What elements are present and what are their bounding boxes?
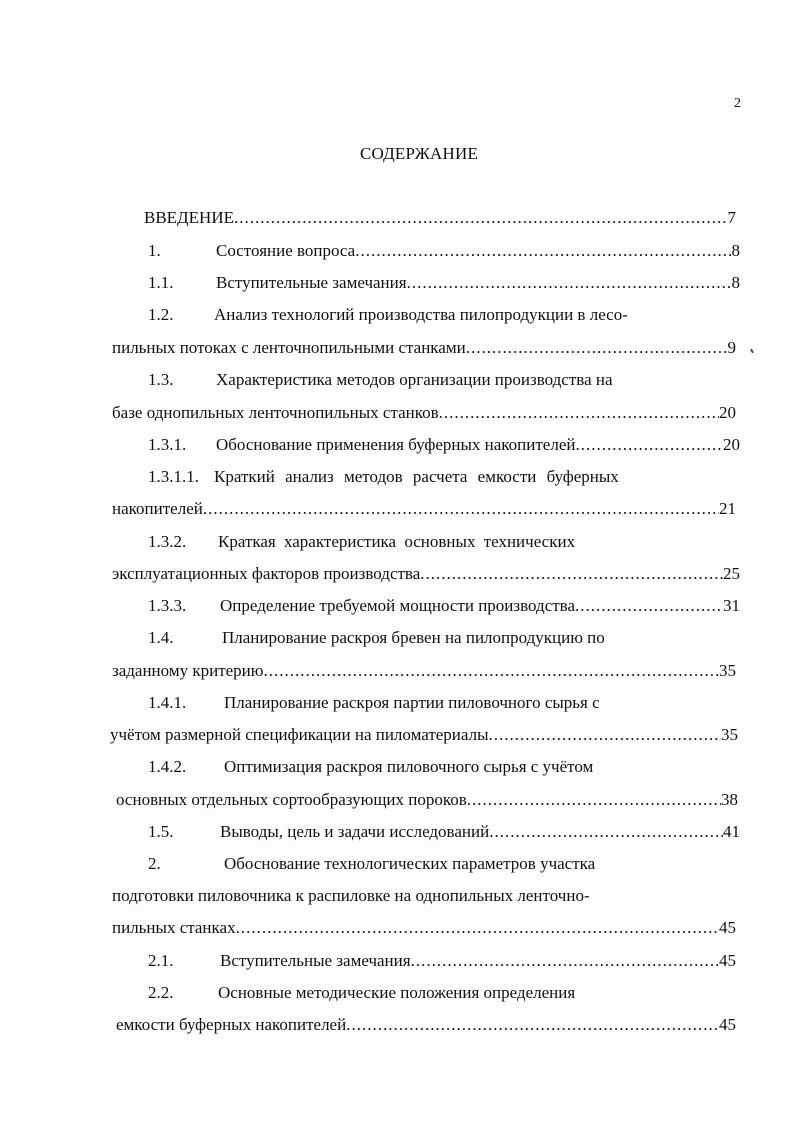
toc-entry-text: Планирование раскроя партии пиловочного сырья с [224, 693, 600, 712]
toc-entry-text: Анализ технологий производства пилопродукции в лесо- [214, 305, 628, 324]
toc-leader-dots [411, 951, 719, 971]
toc-entry-1-3-1 [148, 435, 740, 455]
toc-entry-2-1 [148, 951, 740, 971]
toc-leader-dots [234, 208, 728, 228]
toc-leader-dots [355, 241, 731, 261]
toc-entry-text: эксплуатационных факторов производства [112, 564, 421, 583]
toc-leader-dots [420, 564, 723, 584]
toc-entry-text: учётом размерной спецификации на пиломатериалы [110, 725, 489, 744]
toc-entry-text: пильных станках [112, 918, 236, 937]
toc-entry-1-4-line1 [148, 628, 740, 648]
toc-entry-page: 25 [723, 564, 740, 583]
toc-entry-1-2-line2 [112, 338, 736, 358]
toc-entry-text: емкости буферных накопителей [116, 1015, 347, 1034]
toc-entry-text: Состояние вопроса [216, 241, 356, 260]
page-number: 2 [734, 96, 741, 111]
toc-entry-text: Характеристика методов организации производства на [216, 370, 613, 389]
toc-leader-dots [575, 435, 723, 455]
toc-entry-page: 7 [727, 208, 736, 227]
toc-leader-dots [467, 790, 721, 810]
scan-mark [750, 349, 754, 353]
toc-leader-dots [236, 918, 719, 938]
toc-entry-text: Обоснование применения буферных накопителей [216, 435, 576, 454]
toc-entry-2-line2 [112, 886, 740, 906]
toc-entry-1-4-2-line1 [148, 757, 740, 777]
toc-entry-text: Основные методические положения определения [218, 983, 576, 1002]
toc-entry-page: 35 [721, 725, 738, 744]
toc-entry-number: 1.4.1. [148, 693, 187, 712]
toc-entry-page: 38 [721, 790, 738, 809]
toc-entry-introduction [144, 208, 736, 228]
toc-entry-1-4-line2 [112, 661, 736, 681]
toc-leader-dots [466, 338, 728, 358]
toc-entry-1-3-1-1-line1 [148, 467, 740, 487]
toc-entry-1-4-2-line2 [116, 790, 738, 810]
toc-entry-text: Краткий анализ методов расчета емкости буферных [214, 467, 619, 486]
toc-entry-page: 45 [719, 1015, 736, 1034]
toc-entry-text: базе однопильных ленточнопильных станков [112, 403, 439, 422]
toc-entry-number: 1. [148, 241, 161, 260]
toc-leader-dots [407, 273, 732, 293]
toc-entry-page: 8 [731, 273, 740, 292]
page-title: СОДЕРЖАНИЕ [359, 144, 479, 163]
toc-entry-text: основных отдельных сортообразующих пороков [116, 790, 467, 809]
toc-leader-dots [489, 725, 721, 745]
toc-entry-1-3-3 [148, 596, 740, 616]
toc-entry-1-4-1-line1 [148, 693, 740, 713]
toc-entry-1-3-line2 [112, 403, 736, 423]
toc-entry-1-3-1-1-line2 [112, 499, 736, 519]
toc-entry-page: 20 [719, 403, 736, 422]
toc-entry-page: 31 [723, 596, 740, 615]
toc-entry-number: 1.3.3. [148, 596, 187, 615]
toc-entry-page: 21 [719, 499, 736, 518]
toc-entry-page: 45 [719, 951, 736, 970]
toc-entry-1-3-2-line2 [112, 564, 740, 584]
toc-leader-dots [489, 822, 723, 842]
toc-entry-2-line3 [112, 918, 736, 938]
toc-entry-text: накопителей [112, 499, 203, 518]
toc-leader-dots [575, 596, 723, 616]
toc-entry-text: пильных потоках с ленточнопильными станками [112, 338, 466, 357]
toc-entry-text: подготовки пиловочника к распиловке на однопильных ленточно- [112, 886, 590, 905]
toc-leader-dots [263, 661, 719, 681]
toc-entry-number: 1.4. [148, 628, 174, 647]
toc-entry-text: Выводы, цель и задачи исследований [220, 822, 490, 841]
toc-entry-text: Оптимизация раскроя пиловочного сырья с учётом [224, 757, 594, 776]
toc-entry-1-2-line1 [148, 305, 740, 325]
toc-entry-number: 1.4.2. [148, 757, 187, 776]
toc-leader-dots [439, 403, 719, 423]
toc-leader-dots [203, 499, 719, 519]
toc-entry-page: 8 [731, 241, 740, 260]
toc-entry-1-5 [148, 822, 740, 842]
toc-entry-1 [148, 241, 740, 261]
toc-entry-number: 1.3.1. [148, 435, 187, 454]
toc-entry-text: Краткая характеристика основных технических [218, 532, 576, 551]
toc-entry-1-4-1-line2 [110, 725, 738, 745]
toc-entry-number: 2.1. [148, 951, 174, 970]
toc-entry-page: 41 [723, 822, 740, 841]
toc-entry-2-2-line1 [148, 983, 740, 1003]
toc-entry-number: 1.1. [148, 273, 174, 292]
toc-leader-dots [346, 1015, 719, 1035]
toc-entry-1-3-2-line1 [148, 532, 740, 552]
toc-entry-text: заданному критерию [112, 661, 264, 680]
toc-entry-2-2-line2 [116, 1015, 736, 1035]
toc-entry-number: 2.2. [148, 983, 174, 1002]
toc-entry-page: 35 [719, 661, 736, 680]
toc-entry-text: Вступительные замечания [216, 273, 407, 292]
toc-entry-page: 45 [719, 918, 736, 937]
toc-entry-number: 2. [148, 854, 161, 873]
toc-entry-1-1 [148, 273, 740, 293]
toc-entry-text: Вступительные замечания [220, 951, 411, 970]
toc-entry-1-3-line1 [148, 370, 740, 390]
toc-entry-number: 1.3. [148, 370, 174, 389]
toc-entry-text: Планирование раскроя бревен на пилопродукцию по [222, 628, 605, 647]
toc-entry-page: 20 [723, 435, 740, 454]
toc-entry-text: ВВЕДЕНИЕ [144, 208, 234, 227]
toc-entry-number: 1.5. [148, 822, 174, 841]
toc-entry-number: 1.3.1.1. [148, 467, 199, 486]
toc-entry-number: 1.3.2. [148, 532, 187, 551]
toc-entry-text: Обоснование технологических параметров участка [224, 854, 596, 873]
toc-entry-2-line1 [148, 854, 740, 874]
toc-entry-text: Определение требуемой мощности производства [220, 596, 576, 615]
toc-entry-page: 9 [727, 338, 736, 357]
toc-entry-number: 1.2. [148, 305, 174, 324]
